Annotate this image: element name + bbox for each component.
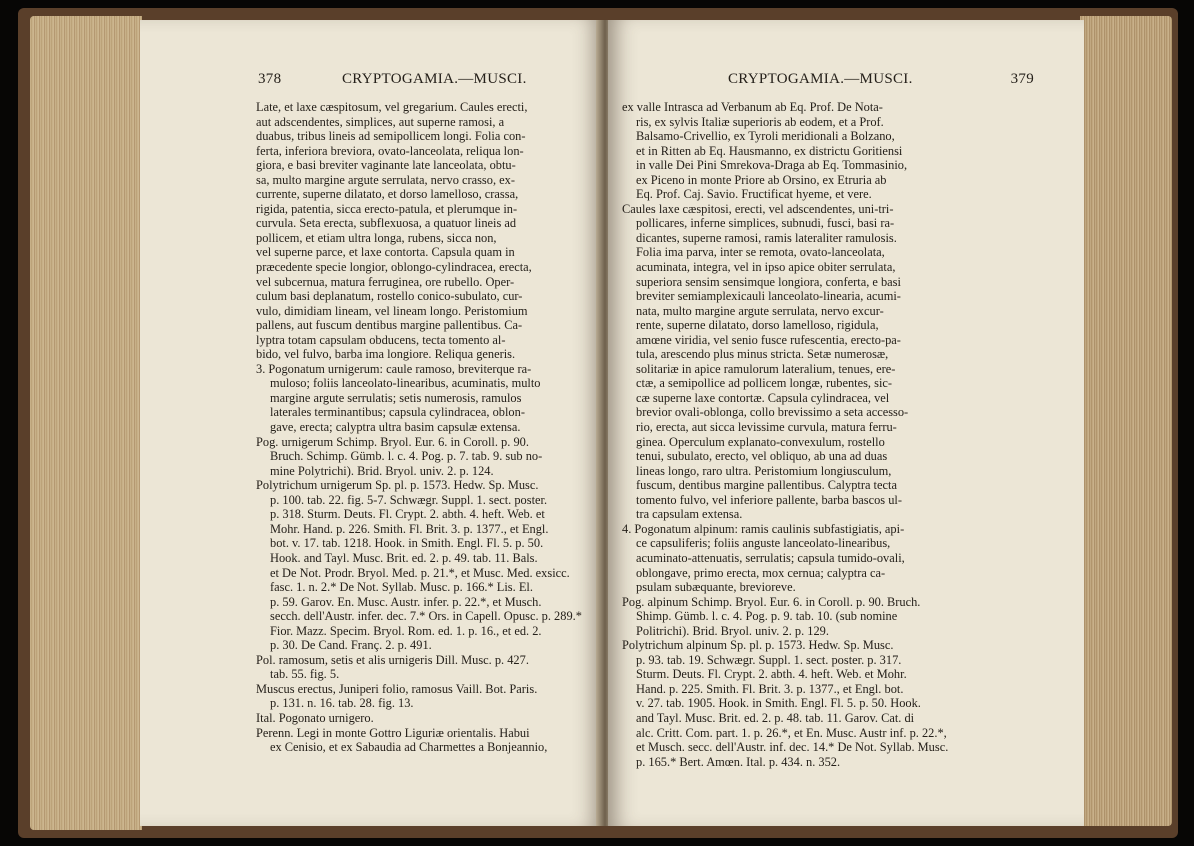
- text-line: mine Polytrichi). Brid. Bryol. univ. 2. p. 124.: [270, 463, 494, 478]
- text-line: culum basi deplanatum, rostello conico-subulato, cur-: [256, 289, 523, 304]
- text-line: aut adscendentes, simplices, aut superne ramosi, a: [256, 114, 505, 129]
- text-line: brevior ovali-oblonga, collo brevissimo a seta accesso-: [636, 405, 909, 420]
- text-line: Late, et laxe cæspitosum, vel gregarium. Caules erecti,: [256, 100, 528, 114]
- text-line: et De Not. Prodr. Bryol. Med. p. 21.*, et Musc. Med. exsicc.: [270, 565, 570, 580]
- text-line: margine argute serrulatis; setis numerosis, ramulos: [270, 390, 522, 405]
- text-line: Folia ima parva, inter se remota, ovato-lanceolata,: [636, 245, 885, 260]
- text-line: Polytrichum alpinum Sp. pl. p. 1573. Hedw. Sp. Musc.: [622, 638, 894, 653]
- text-line: Pol. ramosum, setis et alis urnigeris Dill. Musc. p. 427.: [256, 652, 529, 667]
- text-line: and Tayl. Musc. Brit. ed. 2. p. 48. tab. 11. Garov. Cat. di: [636, 710, 915, 725]
- text-line: alc. Critt. Com. part. 1. p. 26.*, et En. Musc. Austr inf. p. 22.*,: [636, 725, 947, 740]
- text-line: ex Cenisio, et ex Sabaudia ad Charmettes a Bonjeannio,: [270, 740, 548, 755]
- text-line: p. 30. De Cand. Franç. 2. p. 491.: [270, 638, 432, 653]
- text-line: curvula. Seta erecta, subflexuosa, a quatuor lineis ad: [256, 216, 517, 231]
- text-line: v. 27. tab. 1905. Hook. in Smith. Engl. Fl. 5. p. 50. Hook.: [636, 696, 921, 711]
- text-line: fasc. 1. n. 2.* De Not. Syllab. Musc. p. 166.* Lis. El.: [270, 580, 533, 595]
- text-line: ris, ex sylvis Italiæ superioris ab eodem, et a Prof.: [636, 114, 884, 129]
- text-line: Mohr. Hand. p. 226. Smith. Fl. Brit. 3. p. 1377., et Engl.: [270, 521, 549, 536]
- text-line: Politrichi). Brid. Bryol. univ. 2. p. 129.: [636, 623, 829, 638]
- text-line: p. 59. Garov. En. Musc. Austr. infer. p. 22.*, et Musch.: [270, 594, 542, 609]
- text-line: p. 131. n. 16. tab. 28. fig. 13.: [270, 696, 414, 711]
- text-line: tomento fulvo, vel inferiore pallente, barba bascos ul-: [636, 492, 902, 507]
- text-line: vel superne parce, et laxe contorta. Capsula quam in: [256, 245, 515, 260]
- text-line: muloso; foliis lanceolato-linearibus, acuminatis, multo: [270, 376, 541, 391]
- text-line: psulam subæquante, brevioreve.: [636, 580, 796, 595]
- text-line: secch. dell'Austr. infer. dec. 7.* Ors. in Capell. Opusc. p. 289.*: [270, 609, 582, 624]
- text-line: vulo, dimidiam lineam, vel lineam longo. Peristomium: [256, 303, 528, 318]
- text-line: laterales terminantibus; capsula cylindracea, oblon-: [270, 405, 525, 420]
- text-line: Caules laxe cæspitosi, erecti, vel adscendentes, uni-tri-: [622, 201, 894, 216]
- text-line: rio, erecta, aut sicca levissime curvula, matura ferru-: [636, 420, 897, 435]
- text-line: currente, superne dilatato, et dorso lamelloso, crassa,: [256, 187, 519, 202]
- text-line: vel subcernua, matura ferruginea, ore rubello. Oper-: [256, 274, 515, 289]
- text-line: Pog. urnigerum Schimp. Bryol. Eur. 6. in Coroll. p. 90.: [256, 434, 529, 449]
- text-line: Shimp. Gümb. l. c. 4. Pog. p. 9. tab. 10. (sub nomine: [636, 609, 898, 624]
- text-line: tenui, subulato, erecto, vel obliquo, ab una ad duas: [636, 449, 888, 464]
- right-running-title: CRYPTOGAMIA.—MUSCI.: [728, 71, 913, 87]
- text-line: amœne viridia, vel senio fusce rufescentia, erecto-pa-: [636, 332, 901, 347]
- text-line: rigida, patentia, sicca erecto-patula, et plerumque in-: [256, 201, 518, 216]
- text-line: Sturm. Deuts. Fl. Crypt. 2. abth. 4. heft. Web. et Mohr.: [636, 667, 907, 682]
- text-line: ex Piceno in monte Priore ab Orsino, ex Etruria ab: [636, 172, 887, 187]
- text-line: acuminato-attenuatis, serrulatis; capsula tumido-ovali,: [636, 550, 905, 565]
- text-line: Balsamo-Crivellio, ex Tyroli meridionali a Bolzano,: [636, 129, 895, 144]
- text-line: acuminata, integra, vel in ipso apice obiter serrulata,: [636, 260, 896, 275]
- text-line: cæ superne laxe contortæ. Capsula cylindracea, vel: [636, 390, 890, 405]
- text-line: Bruch. Schimp. Gümb. l. c. 4. Pog. p. 7. tab. 9. sub no-: [270, 449, 543, 464]
- text-line: pollicem, et etiam ultra longa, rubens, sicca non,: [256, 230, 497, 245]
- text-line: p. 318. Sturm. Deuts. Fl. Crypt. 2. abth. 4. heft. Web. et: [270, 507, 545, 522]
- text-line: 3. Pogonatum urnigerum: caule ramoso, breviterque ra-: [256, 361, 532, 376]
- text-line: Hook. and Tayl. Musc. Brit. ed. 2. p. 49. tab. 11. Bals.: [270, 550, 538, 565]
- text-line: tula, arescendo plus minus stricta. Setæ numerosæ,: [636, 347, 889, 362]
- text-line: gave, erecta; calyptra ultra basim capsulæ extensa.: [270, 420, 521, 435]
- text-line: fuscum, dentibus margine pallentibus. Calyptra tecta: [636, 478, 897, 493]
- text-line: ce capsuliferis; foliis anguste lanceolato-linearibus,: [636, 536, 891, 551]
- text-line: Polytrichum urnigerum Sp. pl. p. 1573. Hedw. Sp. Musc.: [256, 478, 539, 493]
- text-line: oblongave, primo erecta, mox cernua; calyptra ca-: [636, 565, 886, 580]
- text-line: p. 93. tab. 19. Schwægr. Suppl. 1. sect. poster. p. 317.: [636, 652, 902, 667]
- left-page: [140, 20, 602, 826]
- left-running-title: CRYPTOGAMIA.—MUSCI.: [342, 71, 527, 87]
- text-line: ginea. Operculum explanato-convexulum, rostello: [636, 434, 885, 449]
- text-line: bot. v. 17. tab. 1218. Hook. in Smith. Engl. Fl. 5. p. 50.: [270, 536, 544, 551]
- text-line: Muscus erectus, Juniperi folio, ramosus Vaill. Bot. Paris.: [256, 681, 538, 696]
- text-line: ex valle Intrasca ad Verbanum ab Eq. Prof. De Nota-: [622, 100, 883, 114]
- page-edges-left: [30, 16, 142, 830]
- text-line: giora, e basi breviter vaginante late lanceolata, obtu-: [256, 158, 516, 173]
- text-line: et in Ritten ab Eq. Hausmanno, ex districtu Goritiensi: [636, 143, 903, 158]
- text-line: superiora sensim sensimque longiora, conferta, e basi: [636, 274, 901, 289]
- right-page-text: [622, 100, 952, 769]
- text-line: rente, superne dilatato, dorso lamelloso, rigidula,: [636, 318, 879, 333]
- text-line: in valle Dei Pini Smrekova-Draga ab Eq. Tommasinio,: [636, 158, 908, 173]
- text-line: tab. 55. fig. 5.: [270, 667, 340, 682]
- text-line: pallens, aut fuscum dentibus margine pallentibus. Ca-: [256, 318, 523, 333]
- text-line: duabus, tribus lineis ad semipollicem longi. Folia con-: [256, 129, 526, 144]
- page-edges-right: [1080, 16, 1172, 826]
- text-line: ctæ, a semipollice ad pollicem longæ, rubentes, sic-: [636, 376, 893, 391]
- text-line: p. 100. tab. 22. fig. 5-7. Schwægr. Suppl. 1. sect. poster.: [270, 492, 548, 507]
- text-line: Fior. Mazz. Specim. Bryol. Rom. ed. 1. p. 16., et ed. 2.: [270, 623, 542, 638]
- text-line: Hand. p. 225. Smith. Fl. Brit. 3. p. 1377., et Engl. bot.: [636, 681, 904, 696]
- text-line: et Musch. secc. dell'Austr. inf. dec. 14.* De Not. Syllab. Musc.: [636, 740, 949, 755]
- text-line: sa, multo margine argute serrulata, nervo crasso, ex-: [256, 172, 515, 187]
- text-line: Perenn. Legi in monte Gottro Liguriæ orientalis. Habui: [256, 725, 530, 740]
- text-line: ferta, inferiora breviora, ovato-lanceolata, reliqua lon-: [256, 143, 524, 158]
- text-line: lyptra totam capsulam obducens, tecta tomento al-: [256, 332, 506, 347]
- text-line: præcedente specie longior, oblongo-cylindracea, erecta,: [256, 260, 532, 275]
- text-line: Eq. Prof. Caj. Savio. Fructificat hyeme, et vere.: [636, 187, 872, 202]
- text-line: Ital. Pogonato urnigero.: [256, 710, 374, 725]
- text-line: bido, vel fulvo, barba ima longiore. Reliqua generis.: [256, 347, 516, 362]
- text-line: p. 165.* Bert. Amœn. Ital. p. 434. n. 352.: [636, 754, 841, 769]
- text-line: Pog. alpinum Schimp. Bryol. Eur. 6. in Coroll. p. 90. Bruch.: [622, 594, 921, 609]
- text-line: nata, multo margine argute serrulata, nervo excur-: [636, 303, 884, 318]
- text-line: tra capsulam extensa.: [636, 507, 743, 522]
- text-line: 4. Pogonatum alpinum: ramis caulinis subfastigiatis, api-: [622, 521, 905, 536]
- right-page: [608, 20, 1084, 826]
- text-line: lineas longo, raro ultra. Peristomium longiusculum,: [636, 463, 892, 478]
- text-line: breviter semiamplexicauli lanceolato-linearia, acumi-: [636, 289, 901, 304]
- left-page-text: [256, 100, 592, 755]
- text-line: pollicares, inferne simplices, subnudi, fusci, basi ra-: [636, 216, 895, 231]
- text-line: dicantes, superne ramosi, ramis lateraliter ramulosis.: [636, 230, 897, 245]
- right-page-number: 379: [1010, 71, 1034, 87]
- left-page-number: 378: [258, 71, 282, 87]
- text-line: solitariæ in apice ramulorum lateralium, tenues, ere-: [636, 361, 896, 376]
